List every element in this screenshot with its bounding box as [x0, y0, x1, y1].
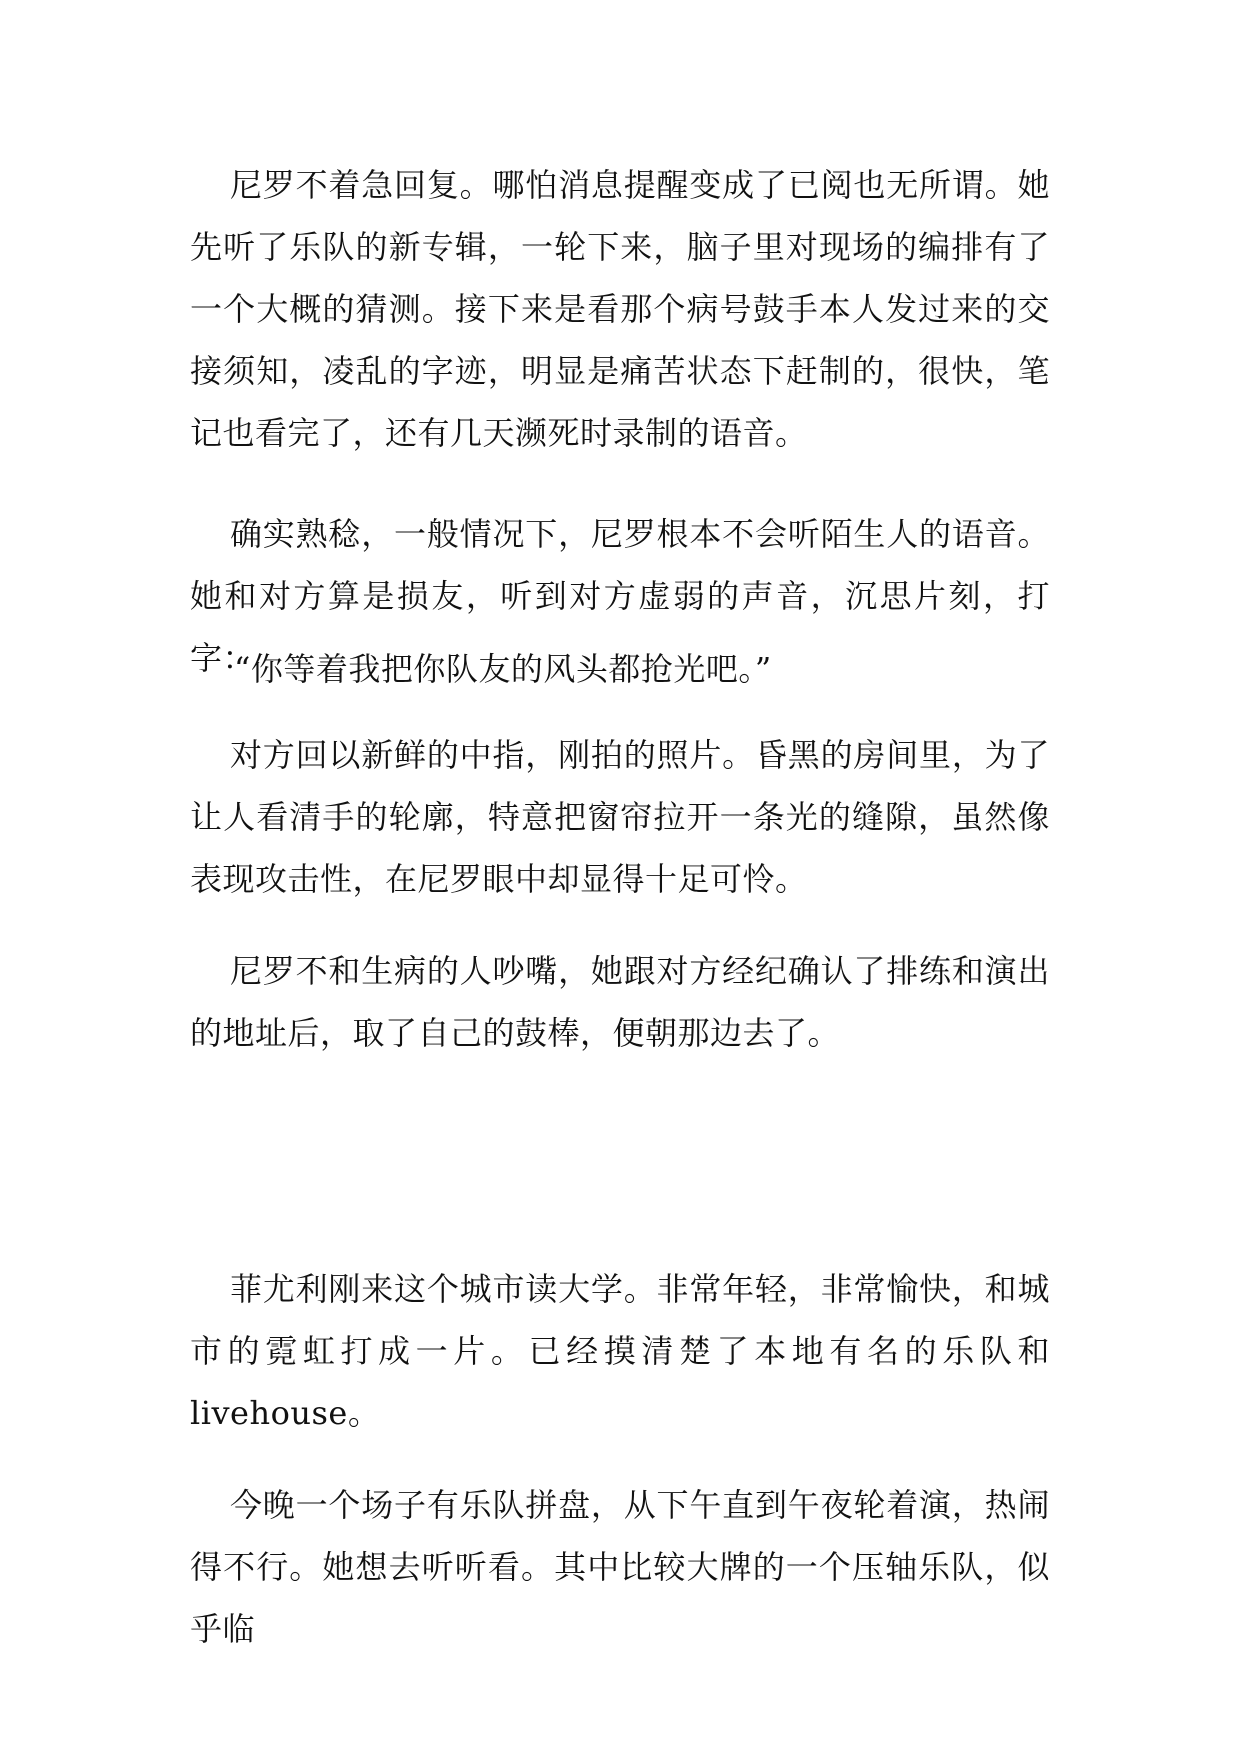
paragraph-4: 对方回以新鲜的中指，刚拍的照片。昏黑的房间里，为了让人看清手的轮廓，特意把窗帘拉开一条光的缝隙，虽然像表现攻击性，在尼罗眼中却显得十足可怜。: [190, 736, 1050, 898]
paragraph-3-quote: “你等着我把你队友的风头都抢光吧。”: [234, 650, 772, 688]
paragraph-7: 今晚一个场子有乐队拼盘，从下午直到午夜轮着演，热闹得不行。她想去听听看。其中比较大牌的一个压轴乐队，似乎临: [190, 1486, 1050, 1648]
paragraph-2: 确实熟稔，一般情况下，尼罗根本不会听陌生人的语音。她和对方算是损友，听到对方虚弱的声音，沉思片刻，打字：: [190, 515, 1050, 677]
paragraph-5: 尼罗不和生病的人吵嘴，她跟对方经纪确认了排练和演出的地址后，取了自己的鼓棒，便朝那边去了。: [190, 952, 1050, 1052]
paragraph-6: 菲尤利刚来这个城市读大学。非常年轻，非常愉快，和城市的霓虹打成一片。已经摸清楚了本地有名的乐队和livehouse。: [190, 1270, 1050, 1432]
paragraph-1: 尼罗不着急回复。哪怕消息提醒变成了已阅也无所谓。她先听了乐队的新专辑，一轮下来，脑子里对现场的编排有了一个大概的猜测。接下来是看那个病号鼓手本人发过来的交接须知，凌乱的字迹，明显是痛苦状态下赶制的，很快，笔记也看完了，还有几天濒死时录制的语音。: [190, 166, 1050, 452]
